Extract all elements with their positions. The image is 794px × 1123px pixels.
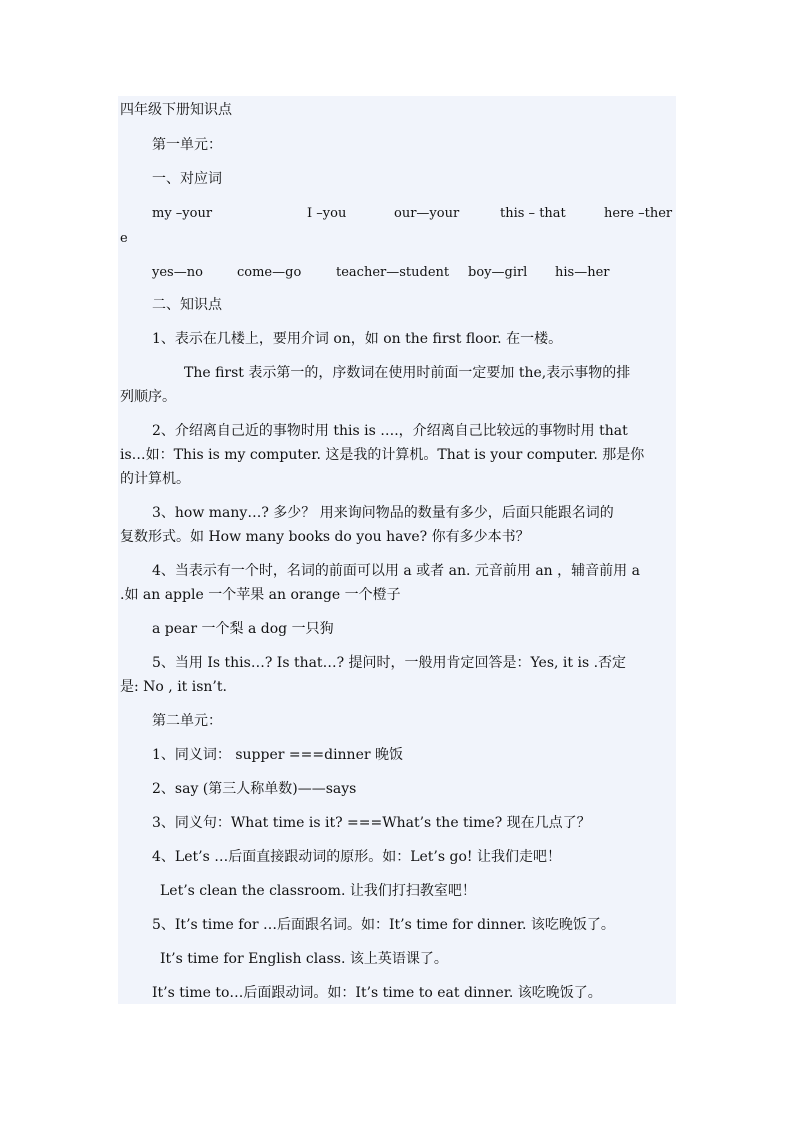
word-pair: my –your: [152, 206, 213, 221]
unit1-section-knowledge: 二、知识点: [152, 297, 222, 313]
unit1-point-3-cont: 复数形式。如 How many books do you have? 你有多少本书？: [120, 529, 530, 545]
word-pair: this – that: [500, 206, 566, 221]
document-page: [118, 96, 676, 1004]
unit2-point-5-example: It’s time for English class. 该上英语课了。: [160, 951, 448, 967]
unit1-section-correspondence: 一、对应词: [152, 171, 222, 187]
unit1-point-3: 3、how many…? 多少？ 用来询问物品的数量有多少，后面只能跟名词的: [152, 505, 614, 521]
unit1-point-4: 4、当表示有一个时，名词的前面可以用 a 或者 an. 元音前用 an ，辅音前用 a: [152, 563, 640, 579]
unit1-point-5-cont: 是: No , it isn’t.: [120, 679, 227, 695]
unit2-point-5: 5、It’s time for …后面跟名词。如：It’s time for dinner. 该吃晚饭了。: [152, 917, 615, 933]
word-pair: yes—no: [152, 265, 203, 280]
unit2-point-6: It’s time to…后面跟动词。如：It’s time to eat dinner. 该吃晚饭了。: [152, 985, 602, 1001]
unit1-point-2: 2、介绍离自己近的事物时用 this is ….，介绍离自己比较远的事物时用 that: [152, 423, 628, 439]
unit1-point-4-examples: a pear 一个梨 a dog 一只狗: [152, 621, 334, 637]
unit2-point-1: 1、同义词： supper ===dinner 晚饭: [152, 747, 404, 763]
word-pair-wrap: e: [120, 231, 128, 246]
unit2-heading: 第二单元：: [152, 713, 222, 729]
word-pair: our—your: [394, 206, 460, 221]
word-pair: his—her: [555, 265, 610, 280]
unit1-point-2-cont: is…如：This is my computer. 这是我的计算机。That is your computer. 那是你: [120, 447, 645, 463]
unit1-point-1-note: The first 表示第一的，序数词在使用时前面一定要加 the,表示事物的排: [184, 365, 631, 381]
unit2-point-3: 3、同义句：What time is it? ===What’s the time? 现在几点了？: [152, 815, 591, 831]
unit1-point-5: 5、当用 Is this…? Is that…? 提问时，一般用肯定回答是：Yes, it is .否定: [152, 655, 627, 671]
unit1-point-1: 1、表示在几楼上，要用介词 on，如 on the first floor. 在一楼。: [152, 331, 563, 347]
word-pair: teacher—student: [336, 265, 450, 280]
word-pair: boy—girl: [468, 265, 528, 280]
word-pair: here –ther: [604, 206, 673, 221]
unit1-point-1-note-cont: 列顺序。: [120, 389, 176, 405]
unit2-point-2: 2、say (第三人称单数)——says: [152, 781, 357, 797]
word-pair: I –you: [307, 206, 347, 221]
unit2-point-4-example: Let’s clean the classroom. 让我们打扫教室吧！: [160, 883, 476, 899]
document-title: 四年级下册知识点: [120, 102, 232, 118]
word-pair: come—go: [237, 265, 302, 280]
unit2-point-4: 4、Let’s …后面直接跟动词的原形。如：Let’s go! 让我们走吧！: [152, 849, 561, 865]
unit1-point-2-cont: 的计算机。: [120, 471, 190, 487]
unit1-point-4-cont: .如 an apple 一个苹果 an orange 一个橙子: [120, 587, 401, 603]
unit1-heading: 第一单元：: [152, 137, 222, 153]
